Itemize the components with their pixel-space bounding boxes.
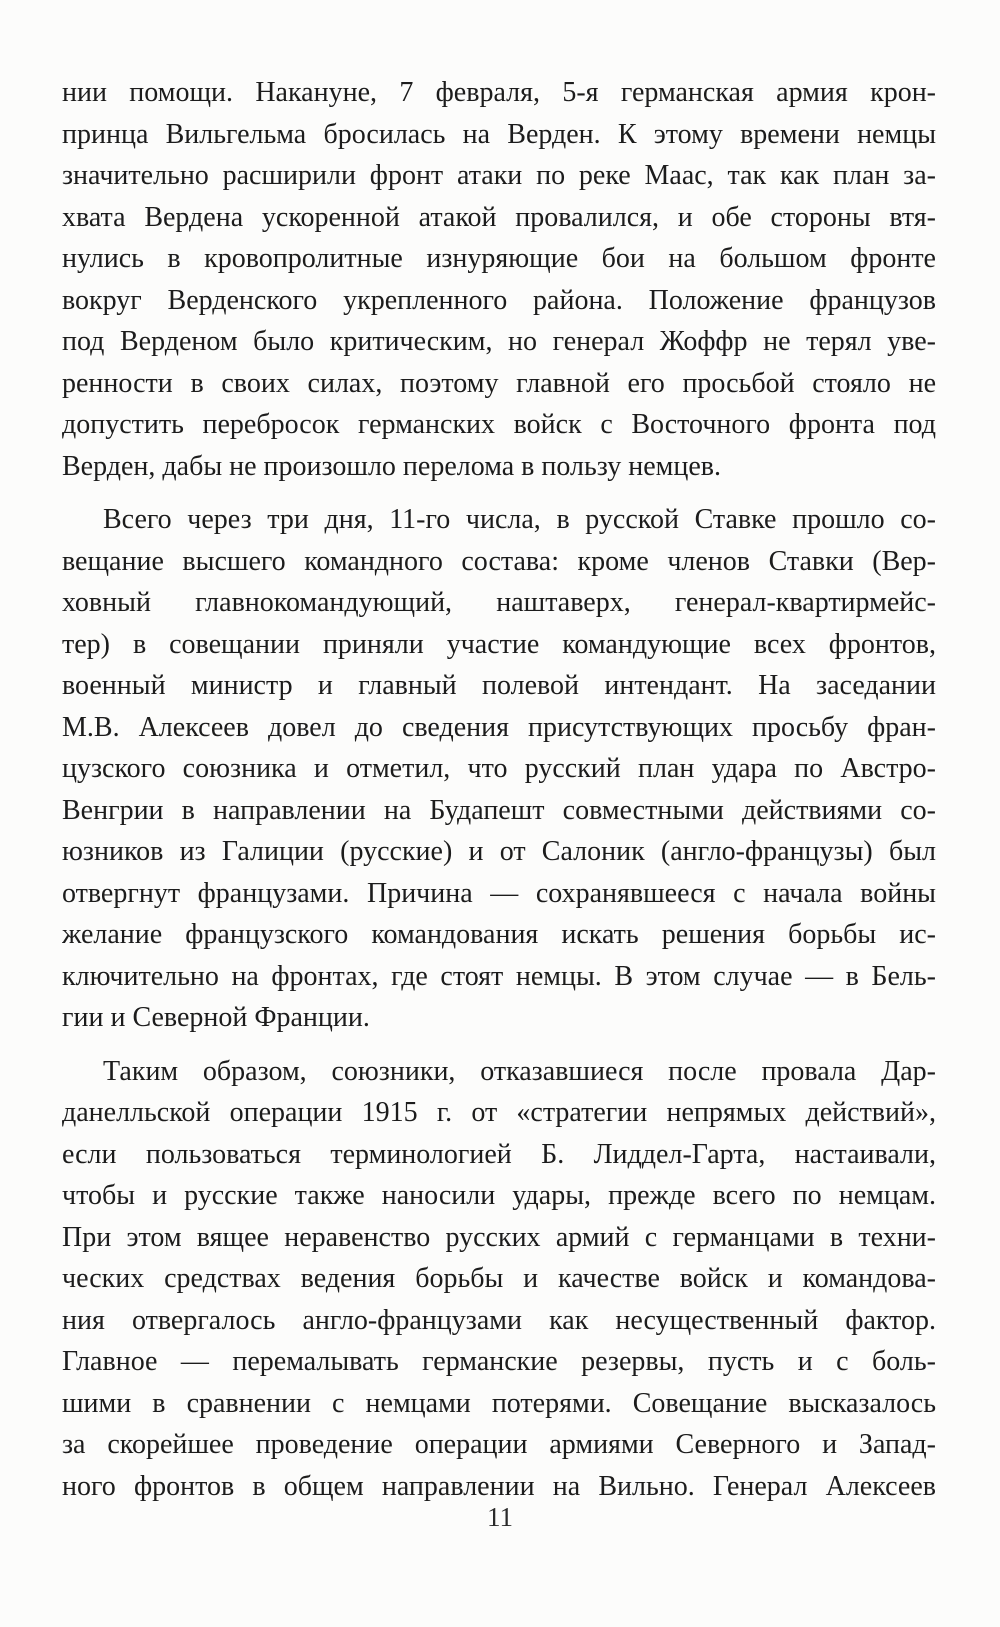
text-line: ренности в своих силах, поэтому главной его просьбой стояло не: [62, 367, 936, 399]
paragraph-gap: [62, 487, 936, 499]
text-line: Верден, дабы не произошло перелома в пользу немцев.: [62, 450, 721, 482]
text-line: если пользоваться терминологией Б. Лиддел-Гарта, настаивали,: [62, 1138, 936, 1170]
text-line: цузского союзника и отметил, что русский план удара по Австро-: [62, 753, 936, 784]
text-line: М.В. Алексеев довел до сведения присутствующих просьбу фран-: [62, 711, 936, 743]
text-line: за скорейшее проведение операции армиями Северного и Запад-: [62, 1429, 936, 1460]
text-line: вокруг Верденского укрепленного района. Положение французов: [62, 284, 936, 316]
text-line: гии и Северной Франции.: [62, 1002, 370, 1033]
text-line: желание французского командования искать решения борьбы ис-: [62, 919, 936, 950]
text-line: ния отвергалось англо-французами как несущественный фактор.: [62, 1304, 936, 1336]
body-text: [62, 72, 936, 1507]
text-line: под Верденом было критическим, но генерал Жоффр не терял уве-: [62, 326, 936, 357]
text-line: ховный главнокомандующий, наштаверх, генерал-квартирмейс-: [62, 587, 936, 618]
text-line: шими в сравнении с немцами потерями. Совещание высказалось: [62, 1387, 936, 1419]
paragraph-3: [62, 1051, 936, 1508]
text-line: Главное — перемалывать германские резервы, пусть и с боль-: [62, 1346, 936, 1377]
text-line: хвата Вердена ускоренной атакой провалился, и обе стороны втя-: [62, 201, 936, 233]
text-line: Венгрии в направлении на Будапешт совместными действиями со-: [62, 794, 936, 826]
paragraph-1: [62, 72, 936, 487]
text-line: нии помощи. Накануне, 7 февраля, 5-я германская армия крон-: [62, 77, 936, 108]
paragraph-gap: [62, 1039, 936, 1051]
text-line: При этом вящее неравенство русских армий с германцами в техни-: [62, 1221, 936, 1253]
text-line: нулись в кровопролитные изнуряющие бои на большом фронте: [62, 243, 936, 274]
text-line: принца Вильгельма бросилась на Верден. К этому времени немцы: [62, 118, 936, 150]
text-line: ключительно на фронтах, где стоят немцы. В этом случае — в Бель-: [62, 960, 936, 992]
text-line: вещание высшего командного состава: кроме членов Ставки (Вер-: [62, 545, 936, 577]
text-line: допустить перебросок германских войск с Восточного фронта под: [62, 409, 936, 440]
text-line: Всего через три дня, 11-го числа, в русской Ставке прошло со-: [103, 504, 936, 535]
text-line: данелльской операции 1915 г. от «стратегии непрямых действий»,: [62, 1097, 936, 1128]
text-line: значительно расширили фронт атаки по реке Маас, так как план за-: [62, 160, 936, 191]
paragraph-2: [62, 499, 936, 1039]
text-line: военный министр и главный полевой интендант. На заседании: [62, 670, 936, 701]
text-line: отвергнут французами. Причина — сохранявшееся с начала войны: [62, 877, 936, 909]
text-line: тер) в совещании приняли участие командующие всех фронтов,: [62, 628, 936, 660]
text-line: юзников из Галиции (русские) и от Салоник (англо-французы) был: [62, 836, 936, 867]
text-line: ческих средствах ведения борьбы и качестве войск и командова-: [62, 1263, 936, 1294]
text-line: чтобы и русские также наносили удары, прежде всего по немцам.: [62, 1180, 936, 1211]
text-line: ного фронтов в общем направлении на Вильно. Генерал Алексеев: [62, 1470, 936, 1502]
text-line: Таким образом, союзники, отказавшиеся после провала Дар-: [103, 1055, 936, 1087]
page-number: 11: [487, 1502, 513, 1532]
